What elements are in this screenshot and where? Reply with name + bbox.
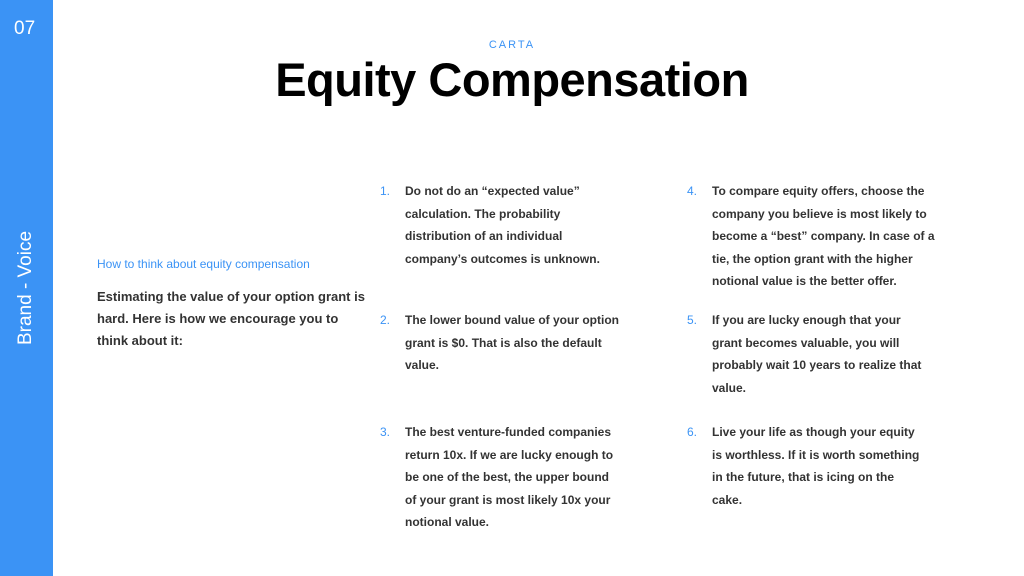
point-text: The lower bound value of your option grant is $0. That is also the default value. [405,313,619,372]
page-title: Equity Compensation [275,53,749,106]
point-text: Live your life as though your equity is worthless. If it is worth something in the future, that is icing on the cake. [712,425,920,507]
point-number: 1. [380,184,391,198]
point-number: 4. [687,184,698,198]
point-number: 2. [380,313,391,327]
point-number: 3. [380,425,391,439]
point-text: If you are lucky enough that your grant becomes valuable, you will probably wait 10 years to realize that value. [712,313,922,395]
point-number: 5. [687,313,698,327]
point-text: To compare equity offers, choose the company you believe is most likely to become a “best” company. In case of a tie, the option grant with the higher notional value is the better offer. [712,184,935,288]
intro-body: Estimating the value of your option grant is hard. Here is how we encourage you to think about it: [97,289,365,348]
point-text: Do not do an “expected value” calculation. The probability distribution of an individual company’s outcomes is unknown. [405,184,600,266]
page-number: 07 [14,18,36,39]
point-number: 6. [687,425,698,439]
intro-subtitle: How to think about equity compensation [97,257,310,271]
section-label: Brand - Voice [15,230,36,346]
point-text: The best venture-funded companies return 10x. If we are lucky enough to be one of the best, the upper bound of your grant is most likely 10x your notional value. [405,425,614,529]
brand-label: CARTA [488,39,536,51]
